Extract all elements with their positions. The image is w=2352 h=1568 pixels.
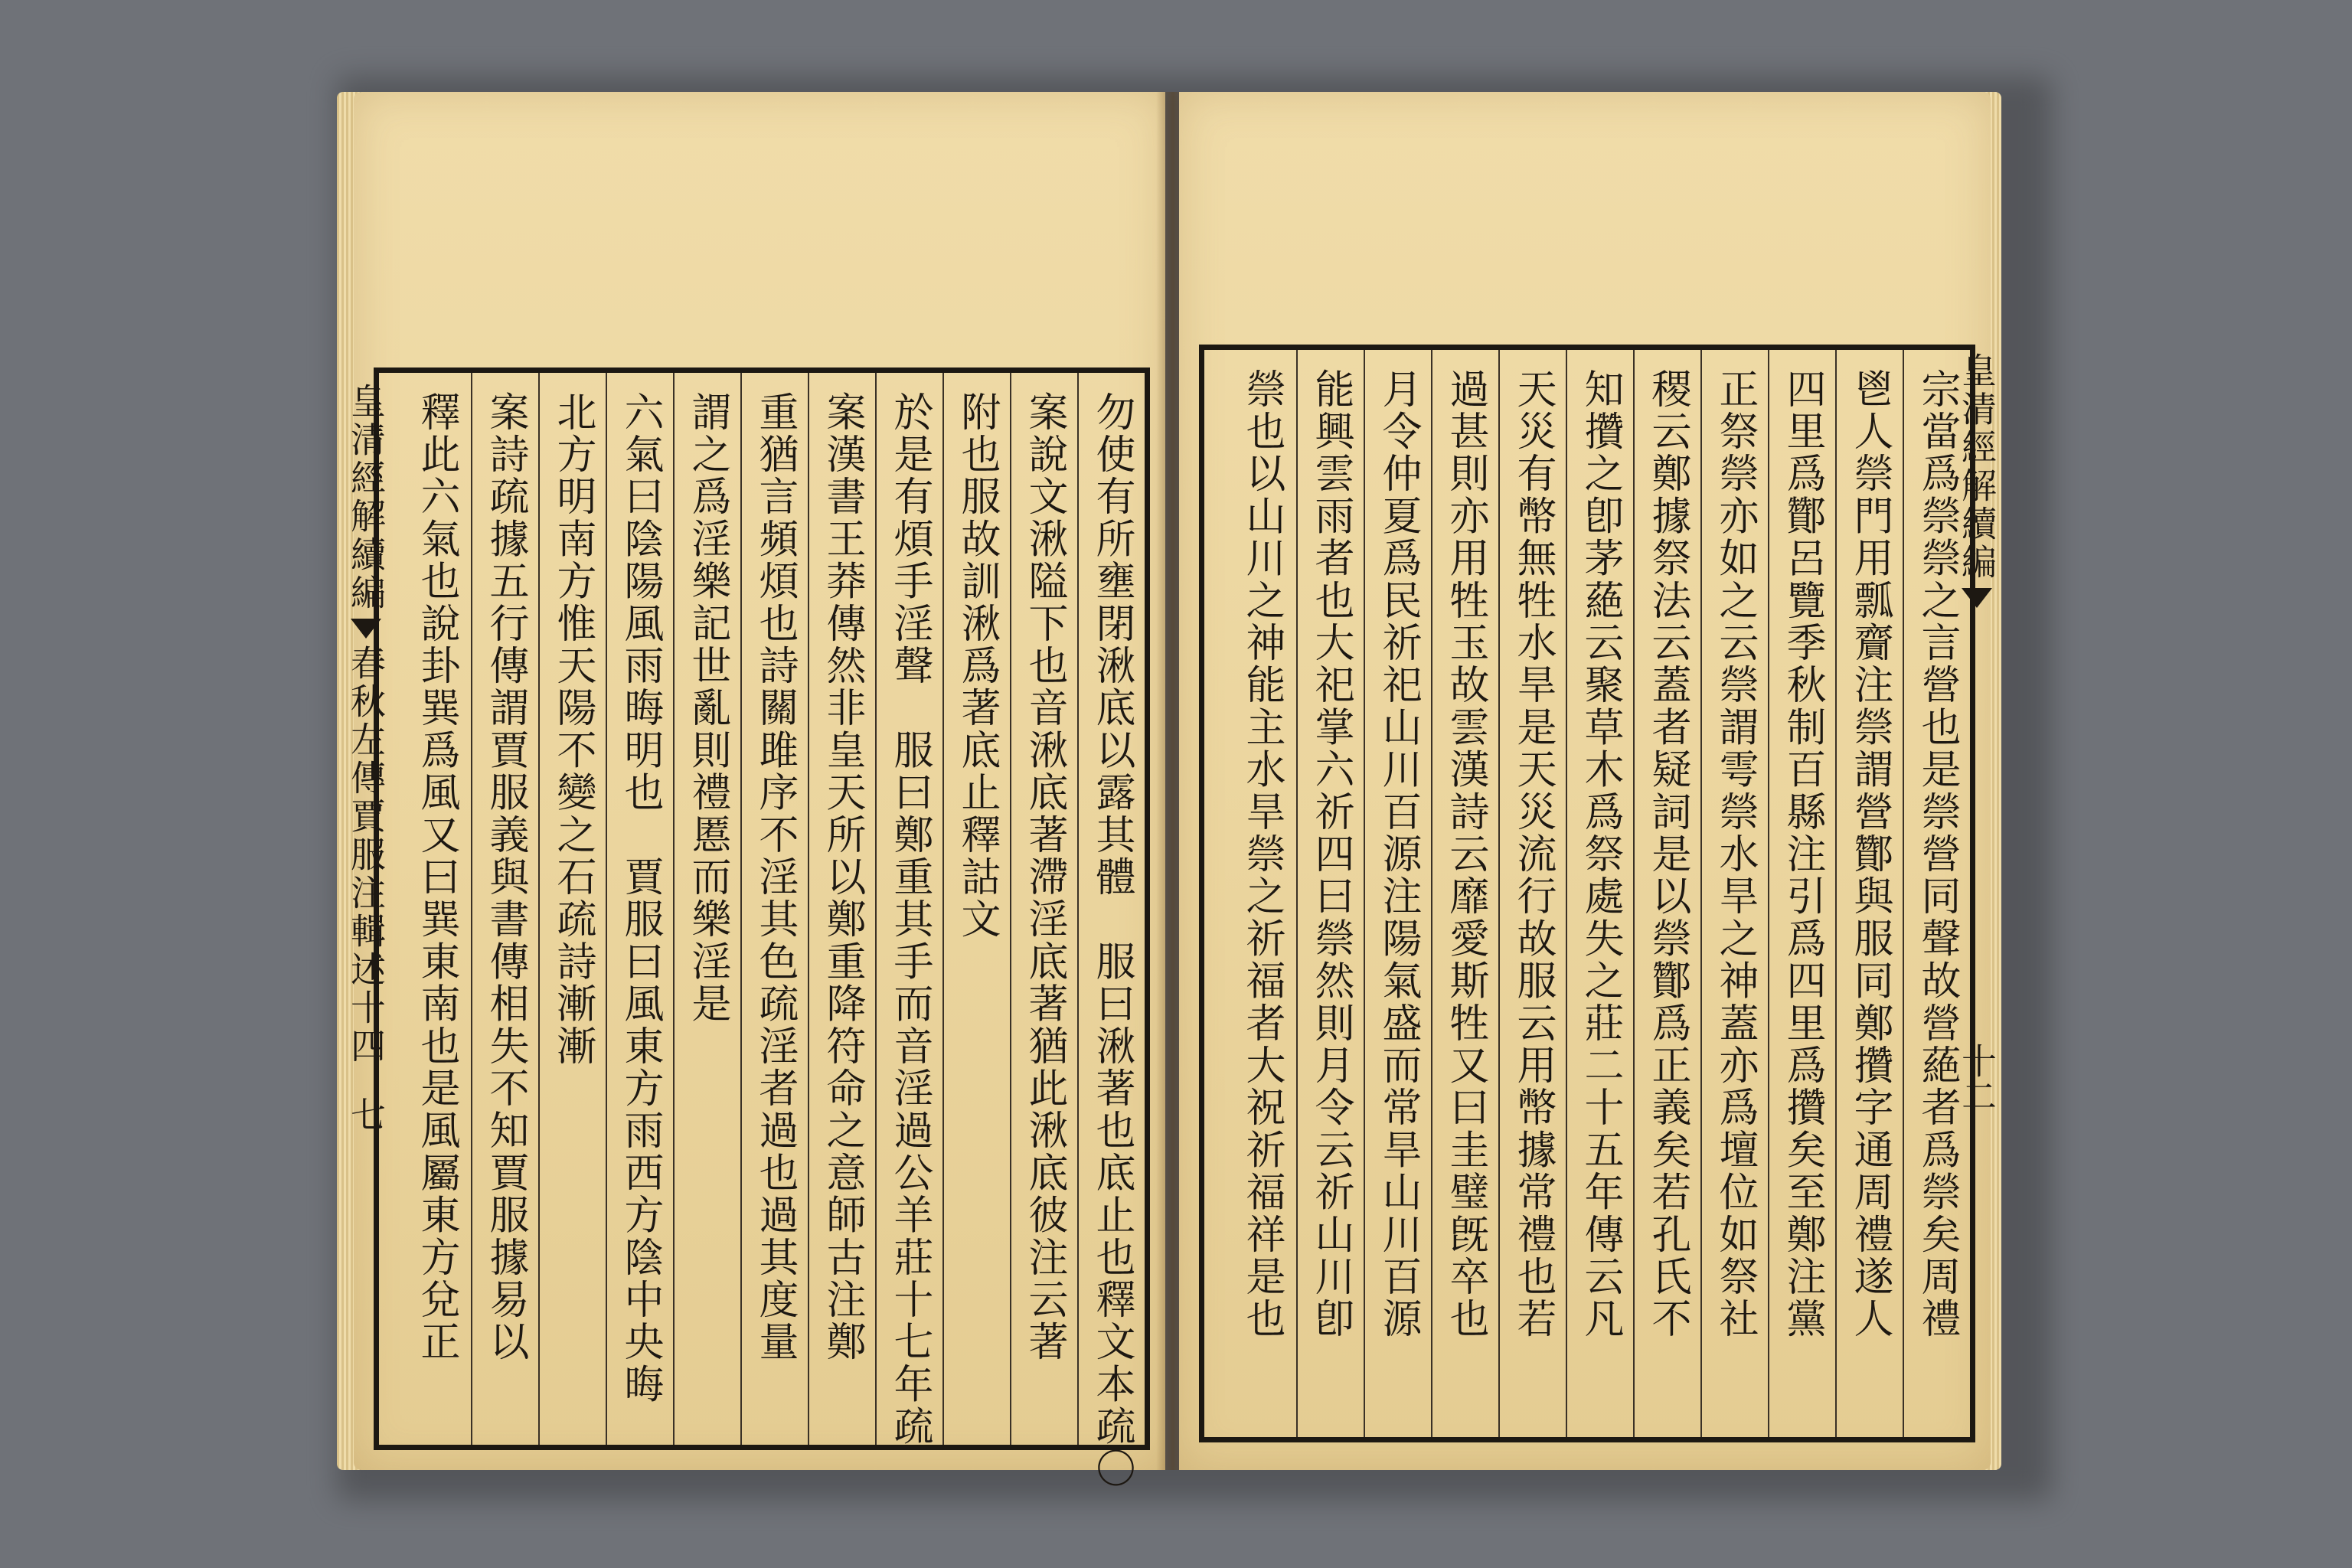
left-column-8: 六氣曰陰陽風雨晦明也 賈服曰風東方雨西方陰中央晦 bbox=[606, 373, 673, 1445]
chapter-title: 春秋左傳賈服注輯述十四 bbox=[345, 645, 387, 1066]
left-column-4: 於是有煩手淫聲 服曰鄭重其手而音淫過公羊莊十七年疏 bbox=[875, 373, 942, 1445]
right-margin-strip bbox=[1956, 352, 1998, 1113]
right-column-4: 正祭禜亦如之云禜謂雩禜水旱之神蓋亦爲壇位如祭社 bbox=[1700, 350, 1768, 1437]
fish-tail-mark bbox=[351, 619, 381, 639]
book-title: 皇清經解續編 bbox=[345, 383, 387, 612]
left-column-10: 案詩疏據五行傳謂賈服義與書傳相失不知賈服據易以 bbox=[471, 373, 538, 1445]
page-number: 十二 bbox=[1956, 1043, 1998, 1113]
right-column-11: 禜也以山川之神能主水旱禜之祈福者大祝祈福祥是也 bbox=[1239, 368, 1285, 1341]
right-page bbox=[1179, 92, 1998, 1470]
right-column-8: 過甚則亦用牲玉故雲漢詩云靡愛斯牲又曰圭璧旣卒也 bbox=[1431, 350, 1498, 1437]
right-column-6: 知攢之卽茅蕝云聚草木爲祭處失之莊二十五年傳云凡 bbox=[1566, 350, 1633, 1437]
left-column-5: 案漢書王莽傳然非皇天所以鄭重降符命之意師古注鄭 bbox=[808, 373, 875, 1445]
right-column-3: 四里爲酇呂覽季秋制百縣注引爲四里爲攢矣至鄭注黨 bbox=[1768, 350, 1835, 1437]
left-column-2: 案說文湫隘下也音湫底著滯淫底著猶此湫底彼注云著 bbox=[1010, 373, 1077, 1445]
page-number: 七 bbox=[345, 1096, 387, 1132]
left-margin-strip bbox=[345, 383, 387, 1132]
right-column-7: 天災有幣無牲水旱是天災流行故服云用幣據常禮也若 bbox=[1498, 350, 1566, 1437]
fish-tail-mark bbox=[1962, 588, 1992, 608]
left-column-1: 勿使有所壅閉湫底以露其體 服曰湫著也底止也釋文本疏〇 bbox=[1077, 373, 1145, 1445]
right-column-2: 鬯人禜門用瓢齎注禜謂營酇與服同鄭攢字通周禮遂人 bbox=[1835, 350, 1903, 1437]
left-page bbox=[345, 92, 1165, 1491]
left-column-11: 釋此六氣也說卦巽爲風又曰巽東南也是風屬東方兌正 bbox=[413, 391, 459, 1364]
left-text-frame bbox=[374, 368, 1150, 1491]
right-column-5: 稷云鄭據祭法云蓋者疑詞是以禜酇爲正義矣若孔氏不 bbox=[1633, 350, 1700, 1437]
right-text-frame bbox=[1199, 345, 1975, 1442]
book-title: 皇清經解續編 bbox=[1956, 352, 1998, 582]
left-column-3: 附也服故訓湫爲著底止釋詁文 bbox=[942, 373, 1010, 1445]
right-column-10: 能興雲雨者也大祀掌六祈四曰禜然則月令云祈山川卽 bbox=[1296, 350, 1364, 1437]
right-column-9: 月令仲夏爲民祈祀山川百源注陽氣盛而常旱山川百源 bbox=[1364, 350, 1431, 1437]
right-column-1: 宗當爲禜禜之言營也是禜營同聲故營蕝者爲禜矣周禮 bbox=[1903, 350, 1970, 1437]
left-column-9: 北方明南方惟天陽不變之石疏詩漸漸 bbox=[538, 373, 606, 1445]
left-column-7: 謂之爲淫樂記世亂則禮慝而樂淫是 bbox=[673, 373, 740, 1445]
left-column-6: 重猶言頻煩也詩關雎序不淫其色疏淫者過也過其度量 bbox=[740, 373, 808, 1445]
